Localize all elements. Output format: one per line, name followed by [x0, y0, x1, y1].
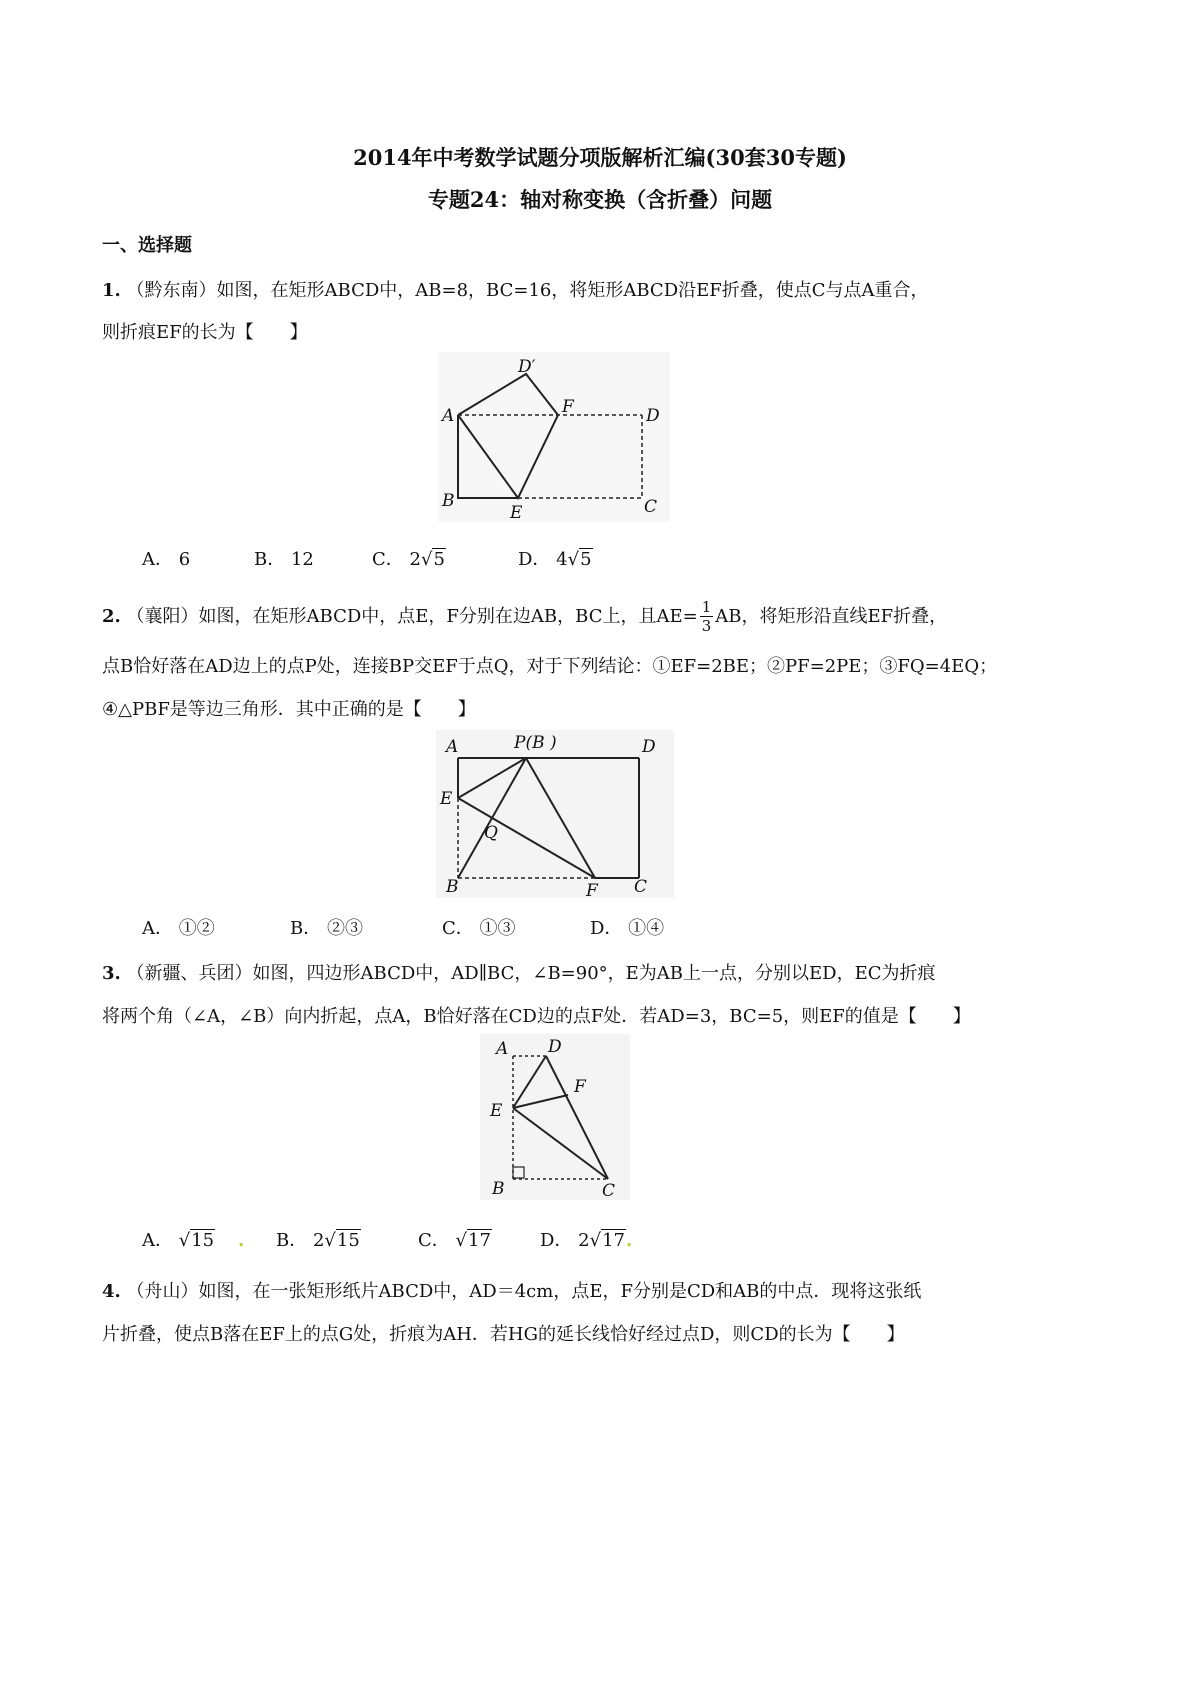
q3-line1: 3. （新疆、兵团）如图，四边形ABCD中，AD∥BC，∠B=90°，E为AB上一点，分别以ED，EC为折痕: [102, 963, 936, 984]
q1-figure: [438, 352, 670, 522]
q1-option-c: C． 2√5: [372, 549, 445, 570]
q2-line2: 点B恰好落在AD边上的点P处，连接BP交EF于点Q，对于下列结论：①EF=2BE；②PF=2PE；③FQ=4EQ；: [102, 656, 998, 677]
q4-line2: 片折叠，使点B落在EF上的点G处，折痕为AH．若HG的延长线恰好经过点D，则CD的长为【 】: [102, 1324, 905, 1345]
q1-line2: 则折痕EF的长为【 】: [102, 322, 308, 343]
q1-label-a: A: [442, 406, 455, 426]
q1-label-dprime: D′: [518, 357, 536, 377]
q2-option-b: B． ②③: [290, 918, 363, 939]
q3-label-f: F: [574, 1077, 586, 1097]
document-subtitle: 专题24：轴对称变换（含折叠）问题: [427, 187, 773, 212]
q3-number: 3.: [102, 963, 121, 984]
q2-option-d: D． ①④: [590, 918, 665, 939]
q1-label-d: D: [646, 406, 660, 426]
q2-option-c: C． ①③: [442, 918, 516, 939]
q1-option-b: B． 12: [254, 549, 314, 570]
q1-text1: （黔东南）如图，在矩形ABCD中，AB=8，BC=16，将矩形ABCD沿EF折叠，使点C与点A重合，: [126, 280, 929, 301]
q3-label-e: E: [490, 1101, 503, 1121]
q3-label-c: C: [602, 1181, 616, 1200]
q1-line1: [102, 276, 929, 302]
q2-label-q: Q: [484, 823, 498, 843]
q2-figure: [436, 730, 674, 898]
q2-line1: 2. （襄阳）如图，在矩形ABCD中，点E，F分别在边AB，BC上，且AE= $\frac{1}{3}$ AB，将矩形沿直线EF折叠，: [102, 598, 948, 635]
q4-line1: 4. （舟山）如图，在一张矩形纸片ABCD中，AD＝4cm，点E，F分别是CD和AB的中点．现将这张纸: [102, 1281, 922, 1302]
q1-number: 1.: [102, 280, 121, 301]
q2-label-c: C: [634, 877, 648, 897]
q2-line3: ④△PBF是等边三角形．其中正确的是【 】: [102, 699, 476, 720]
q2-label-d: D: [642, 737, 656, 757]
q3-label-a: A: [496, 1039, 509, 1059]
section-heading: 一、选择题: [102, 235, 192, 256]
q1-option-a: A． 6: [142, 549, 191, 570]
q1-option-d: D． 4√5: [518, 549, 592, 570]
q3-label-b: B: [492, 1179, 505, 1199]
q3-option-d: D． 2√17.: [540, 1230, 633, 1251]
q3-option-a: A． √15 .: [142, 1230, 245, 1251]
q3-figure: [480, 1034, 630, 1200]
q3-line2: 将两个角（∠A，∠B）向内折起，点A，B恰好落在CD边的点F处．若AD=3，BC=5，则EF的值是【 】: [102, 1006, 971, 1027]
q2-label-f: F: [586, 881, 598, 898]
q2-number: 2.: [102, 606, 121, 627]
q1-label-c: C: [644, 497, 658, 517]
q4-number: 4.: [102, 1281, 121, 1302]
q3-option-c: C． √17: [418, 1230, 491, 1251]
q1-label-b: B: [442, 491, 455, 511]
q1-label-f: F: [562, 397, 574, 417]
q2-label-a: A: [446, 737, 459, 757]
q2-label-e: E: [440, 789, 453, 809]
q2-label-pb: P(B ): [514, 733, 557, 753]
document-title: 2014年中考数学试题分项版解析汇编(30套30专题): [353, 145, 847, 170]
q2-label-b: B: [446, 877, 459, 897]
q3-label-d: D: [548, 1037, 562, 1057]
q1-label-e: E: [510, 503, 523, 522]
q2-fraction: $\frac{1}{3}$: [701, 598, 712, 635]
q2-option-a: A． ①②: [142, 918, 215, 939]
q3-option-b: B． 2√15: [276, 1230, 360, 1251]
